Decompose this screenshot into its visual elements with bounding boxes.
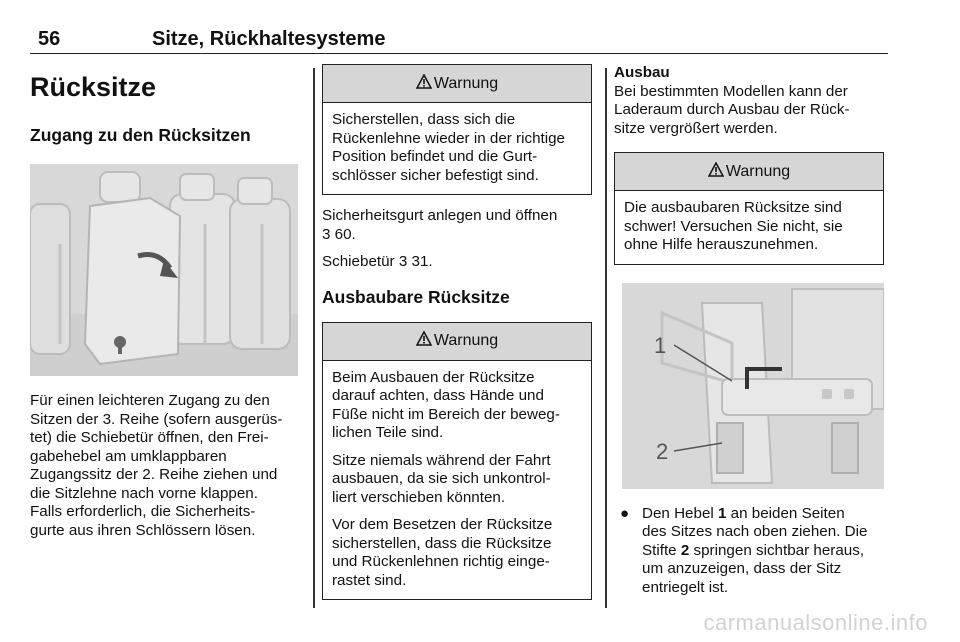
section-title: Rücksitze: [30, 72, 157, 102]
warning-triangle-icon: [708, 162, 724, 182]
warning-title: Warnung: [725, 162, 791, 180]
rear-seats-folding-icon: [30, 164, 298, 376]
column-divider-2: [605, 68, 607, 608]
removal-intro: Bei bestimmten Modellen kann der Laderaum durch Ausbau der Rück- sitze vergrößert werden.: [614, 82, 850, 137]
column-divider-1: [313, 68, 315, 608]
chapter-title: Sitze, Rückhaltesysteme: [152, 28, 386, 50]
warning-triangle-icon: [416, 331, 432, 351]
column-right: [614, 64, 890, 597]
rear-seats-illustration: [30, 164, 298, 376]
warning-title: Warnung: [433, 74, 499, 92]
warning-box: Warnung Beim Ausbauen der Rücksitze darauf achten, dass Hände und Füße nicht im Bereich der beweg- lichen Teile sind. Sitze niemals während der Fahrt ausbauen, da sie sich unkontrol- liert verschieben könnten. Vor dem Besetzen der Rücksitze sicherstellen, dass die Rücksitze und Rückenlehnen richtig einge- rastet sind.: [322, 322, 592, 601]
warning-triangle-icon: [416, 74, 432, 94]
door-reference: Schiebetür 3 31.: [322, 253, 433, 270]
column-middle: [322, 64, 592, 600]
subsection-title: Zugang zu den Rücksitzen: [30, 125, 251, 145]
access-instructions: Für einen leichteren Zugang zu den Sitzen der 3. Reihe (sofern ausgerüs- tet) die Schiebetür öffnen, den Frei- gabehebel am umklappbaren Zugangssitz der 2. Reihe ziehen und die Sitzlehne nach vorne klappen. Falls erforderlich, die Sicherheits- gurte aus ihren Schlössern lösen.: [30, 392, 283, 539]
watermark: carmanualsonline.info: [703, 610, 928, 635]
list-item: ● Den Hebel 1 an beiden Seiten des Sitzes nach oben ziehen. Die Stifte 2 springen sichtbar heraus, um anzuzeigen, dass der Sitz entriegelt ist.: [614, 505, 890, 598]
warning-title: Warnung: [433, 332, 499, 349]
bullet-icon: ●: [620, 504, 630, 522]
callout-number-2: 2: [656, 438, 669, 464]
warning-box: Warnung Sicherstellen, dass sich die Rückenlehne wieder in der richtige Position befindet und die Gurt- schlösser sicher befestigt sind.: [322, 64, 592, 195]
subsection-title: Ausbaubare Rücksitze: [322, 286, 510, 307]
belt-reference: Sicherheitsgurt anlegen und öffnen 3 60.: [322, 207, 558, 243]
warning-box: Warnung Die ausbaubaren Rücksitze sind schwer! Versuchen Sie nicht, sie ohne Hilfe herauszunehmen.: [614, 152, 884, 265]
callout-number-1: 1: [654, 332, 667, 358]
page-header: [30, 22, 888, 54]
removal-heading: Ausbau: [614, 64, 670, 81]
page-number: 56: [38, 28, 61, 50]
seat-lever-illustration: [622, 283, 884, 489]
column-left: [30, 64, 302, 540]
